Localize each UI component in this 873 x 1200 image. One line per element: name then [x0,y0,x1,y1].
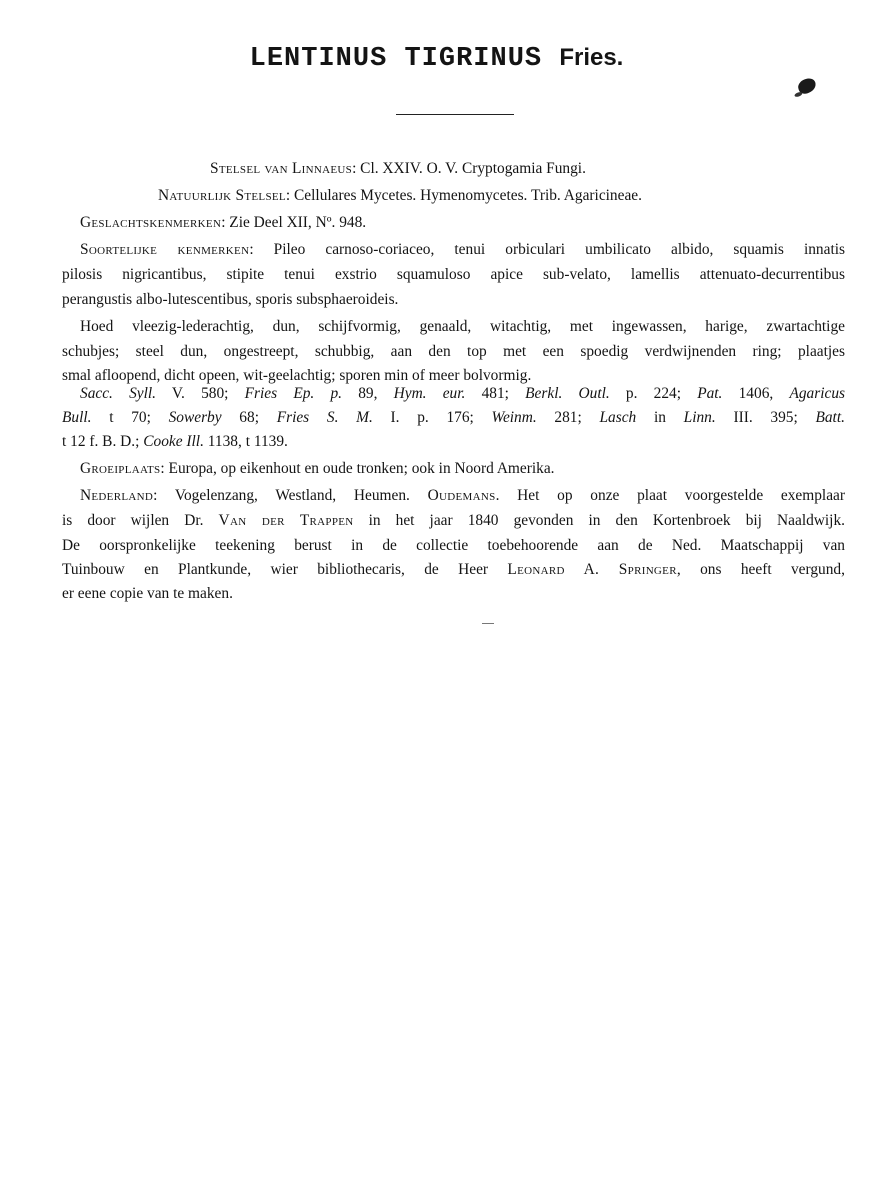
ref-fries-sm: Fries S. M. [276,409,373,426]
habitat-label: Groeiplaats [80,460,161,477]
ref-agaricus: Agaricus [789,385,846,402]
natural-system-line [158,186,642,206]
ref-text-5: 1406, [722,385,790,402]
species-characters-text-1: : Pileo carnoso-coriaceo, tenui orbiculari umbilicato albido, squamis innatis [249,241,845,258]
species-author: Fries. [559,44,624,71]
netherlands-line-4 [62,560,845,580]
species-characters-line-2 [62,265,845,285]
netherlands-line-1 [80,486,845,506]
natural-system-label: Natuurlijk Stelsel [158,187,286,204]
end-dash [482,623,494,624]
linnaeus-system-line [210,159,586,179]
ref-text-4: p. 224; [609,385,698,402]
habitat-line [80,459,555,479]
species-characters-line-3 [62,290,398,310]
ref-berkl: Berkl. Outl. [525,385,610,402]
ref-text-3: 481; [465,385,526,402]
netherlands-van-der-trappen: Van der Trappen [218,512,354,529]
references-line-1 [80,384,845,404]
ref-fries-ep: Fries Ep. p. [244,385,342,402]
species-characters-label: Soortelijke kenmerken [80,241,250,258]
dutch-description-text-2: schubjes; steel dun, ongestreept, schubbig, aan den top met een spoedig verdwijnenden ring; plaatjes [62,343,845,360]
species-name: LENTINUS TIGRINUS [249,44,543,74]
netherlands-label: Nederland [80,487,154,504]
ref-weinm: Weinm. [491,409,537,426]
ref-text-12: t 12 f. B. D.; [62,433,144,450]
ref-linn: Linn. [683,409,716,426]
title-divider [396,114,514,115]
ref-bull: Bull. [62,409,92,426]
netherlands-line-3 [62,536,845,556]
genus-characters-text: : Zie Deel XII, Nº. 948. [221,214,367,231]
ref-hym-eur: Hym. eur. [393,385,466,402]
linnaeus-system-text: : Cl. XXIV. O. V. Cryptogamia Fungi. [352,160,586,177]
genus-characters-line [80,213,366,233]
ref-text-1: V. 580; [156,385,245,402]
dutch-description-line-2 [62,342,845,362]
ref-sowerby: Sowerby [168,409,222,426]
page-title [0,40,873,77]
netherlands-text-4a: Tuinbouw en Plantkunde, wier bibliothecaris, de Heer [62,561,508,578]
ref-batt: Batt. [815,409,845,426]
ref-pat: Pat. [697,385,723,402]
species-characters-text-2: pilosis nigricantibus, stipite tenui exstrio squamuloso apice sub-velato, lamellis attenuato-decurrentibus [62,266,845,283]
ref-text-8: I. p. 176; [372,409,492,426]
netherlands-text-4b: , ons heeft vergund, [676,561,845,578]
ink-blot-mark [796,76,818,95]
natural-system-text: : Cellulares Mycetes. Hymenomycetes. Trib. Agaricineae. [285,187,642,204]
ref-lasch: Lasch [599,409,637,426]
dutch-description-text-3: smal afloopend, dicht opeen, wit-geelachtig; sporen min of meer bolvormig. [62,367,532,384]
ref-text-11: III. 395; [715,409,816,426]
species-characters-line-1 [80,240,845,260]
ref-text-13: 1138, t 1139. [203,433,288,450]
netherlands-text-1a: : Vogelenzang, Westland, Heumen. [153,487,428,504]
dutch-description-line-3 [62,366,531,386]
netherlands-text-1b: . Het op onze plaat voorgestelde exemplaar [495,487,845,504]
netherlands-line-5 [62,584,233,604]
netherlands-text-2b: in het jaar 1840 gevonden in den Kortenbroek bij Naaldwijk. [353,512,846,529]
netherlands-oudemans: Oudemans [427,487,496,504]
netherlands-text-5: er eene copie van te maken. [62,585,233,602]
species-characters-text-3: perangustis albo-lutescentibus, sporis subsphaeroideis. [62,291,399,308]
netherlands-springer: Leonard A. Springer [507,561,677,578]
dutch-description-line-1 [80,317,845,337]
references-line-2 [62,408,845,428]
references-line-3 [62,432,288,452]
dutch-description-text-1: Hoed vleezig-lederachtig, dun, schijfvormig, genaald, witachtig, met ingewassen, harige, zwartachtige [80,318,845,335]
ref-sacc: Sacc. Syll. [80,385,157,402]
habitat-text: : Europa, op eikenhout en oude tronken; ook in Noord Amerika. [160,460,555,477]
ref-text-10: in [636,409,684,426]
ref-text-6: t 70; [91,409,169,426]
ref-cooke: Cooke Ill. [143,433,204,450]
netherlands-line-2 [62,511,845,531]
genus-characters-label: Geslachtskenmerken [80,214,222,231]
netherlands-text-3: De oorspronkelijke teekening berust in de collectie toebehoorende aan de Ned. Maatschappij van [62,537,845,554]
linnaeus-system-label: Stelsel van Linnaeus [210,160,353,177]
ref-text-7: 68; [221,409,277,426]
ref-text-2: 89, [342,385,394,402]
netherlands-text-2a: is door wijlen Dr. [62,512,219,529]
ref-text-9: 281; [536,409,600,426]
